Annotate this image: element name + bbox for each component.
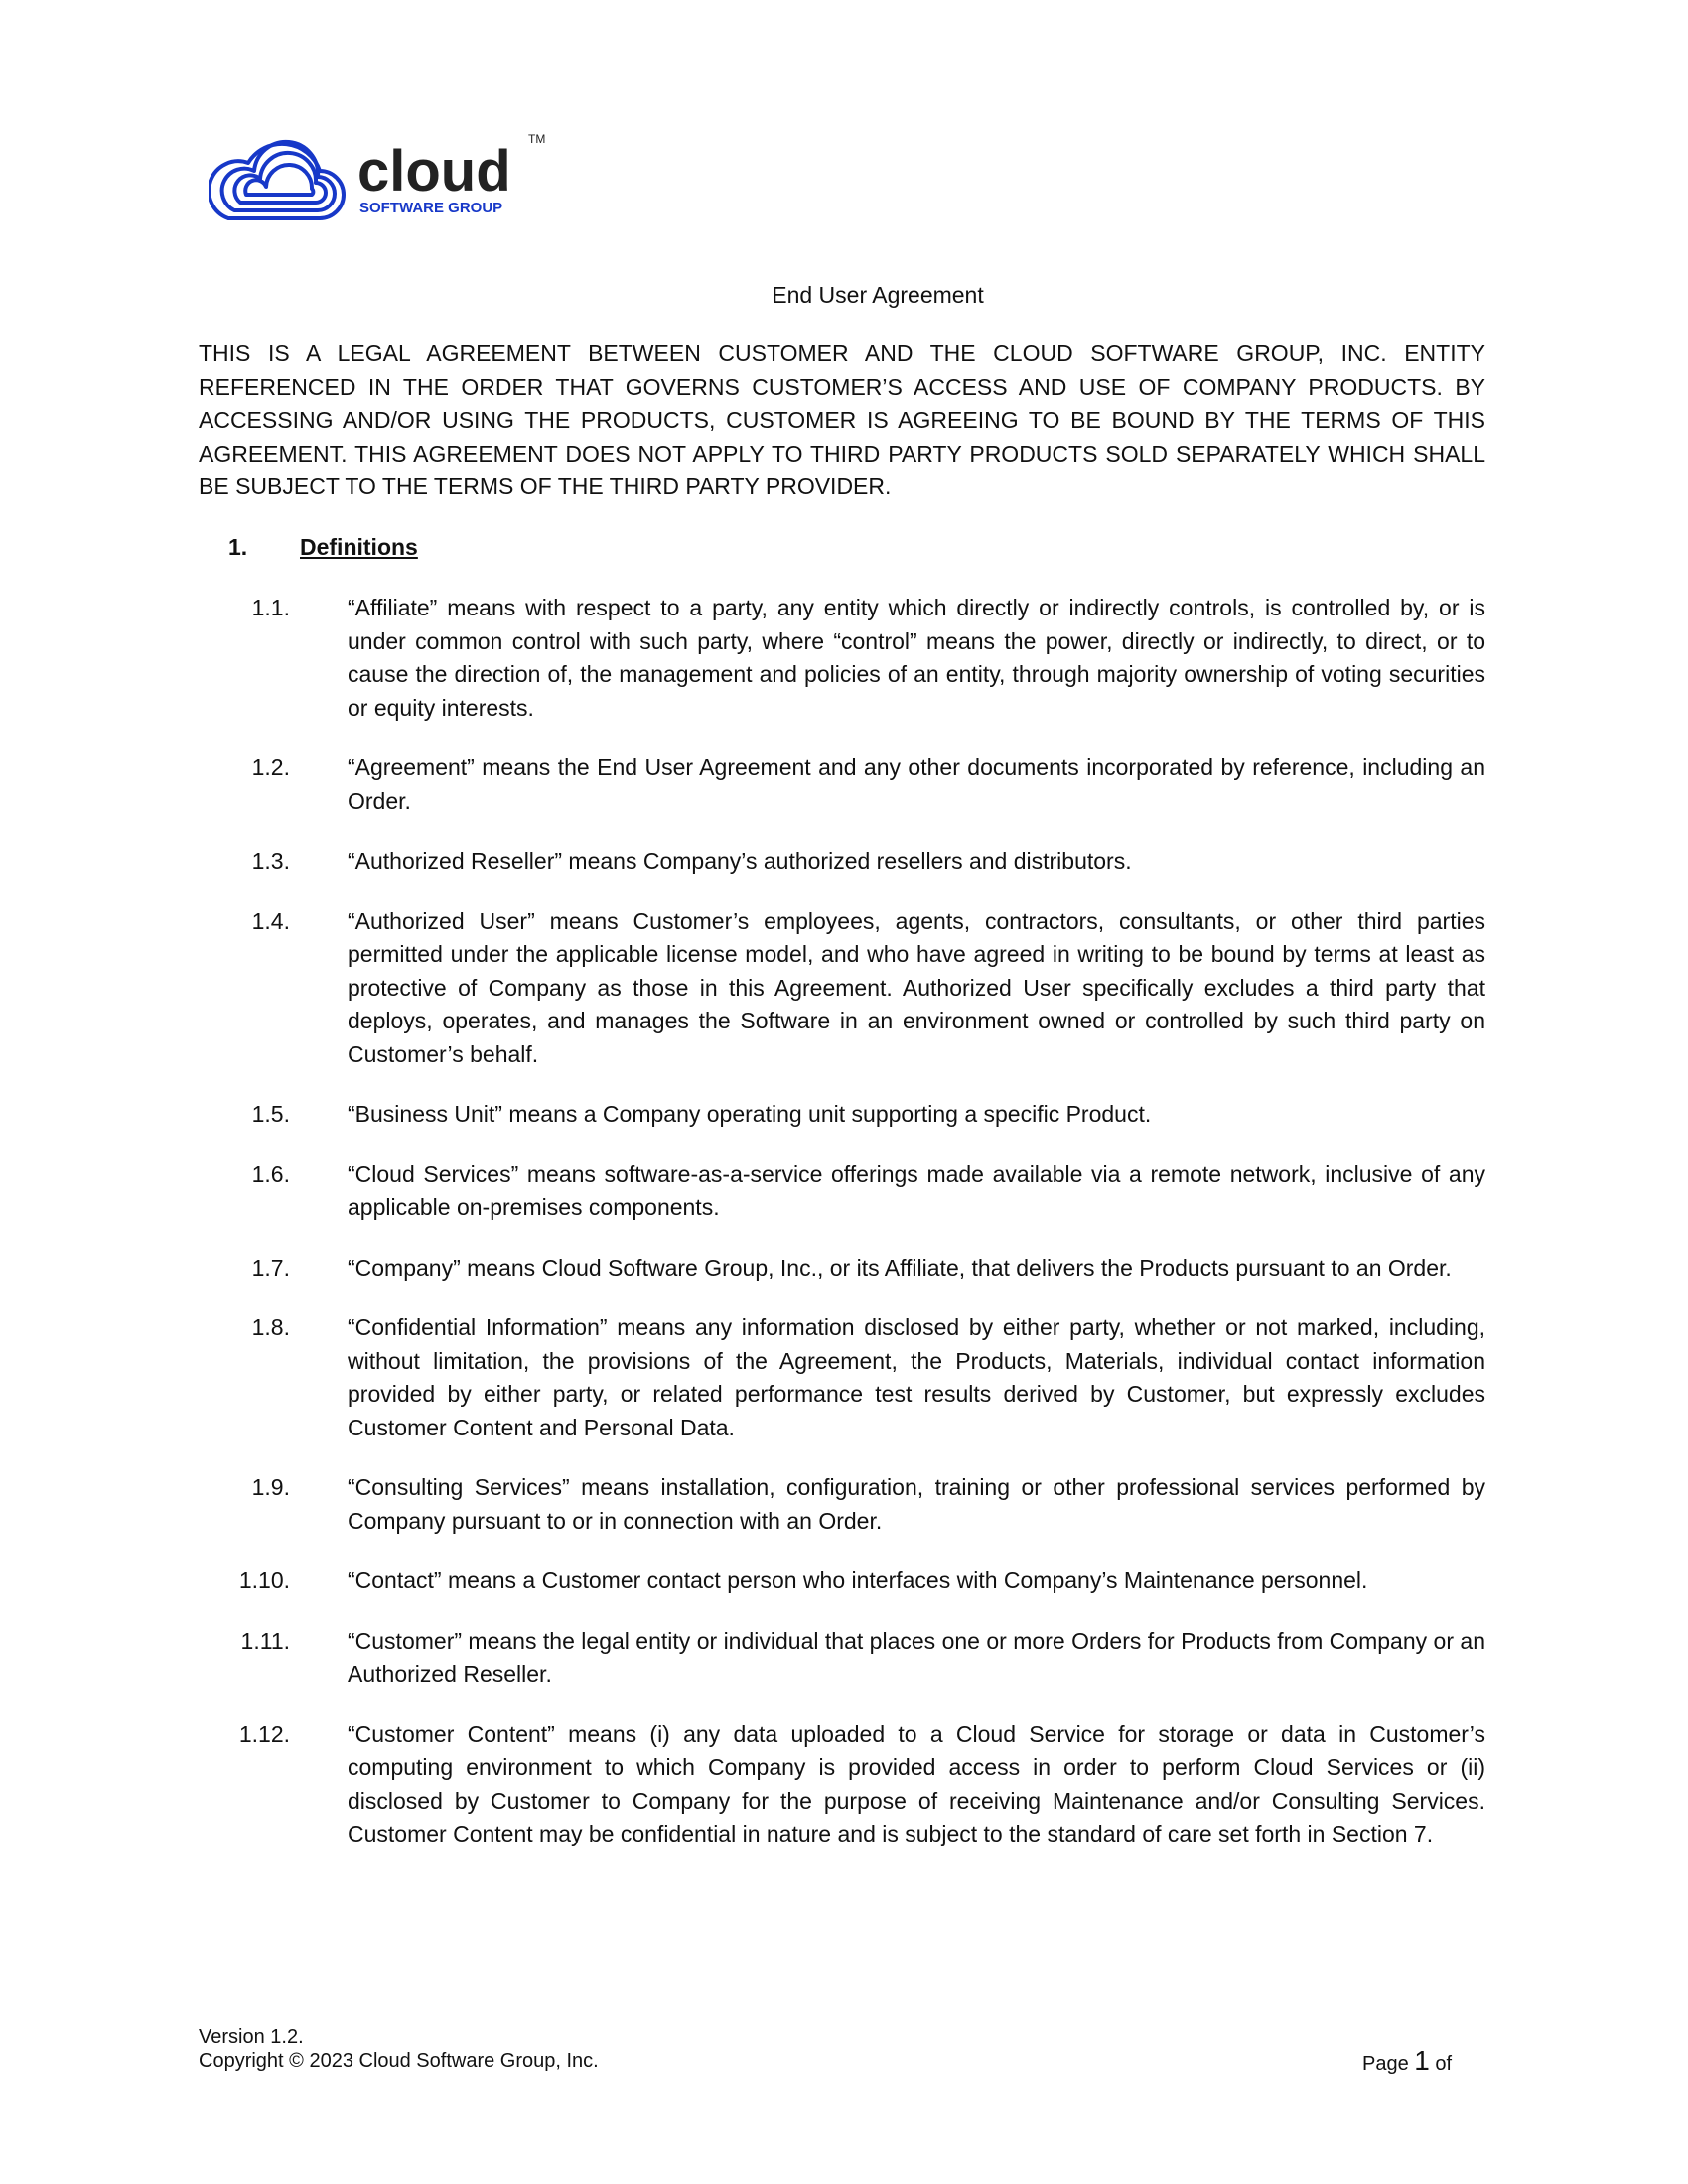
definition-text: “Confidential Information” means any information disclosed by either party, whether or not marked, including, without limitation, the provisions of the Agreement, the Products, Materials, individual contact information provided by either party, or related performance test results derived by Customer, but expressly excludes Customer Content and Personal Data. (348, 1314, 1485, 1440)
definition-number: 1.1. (251, 595, 290, 620)
cloud-logo-icon (209, 121, 546, 230)
definition-item (199, 1471, 1485, 1538)
definition-number: 1.2. (251, 754, 290, 780)
version-text: Version 1.2. (199, 2026, 304, 2048)
definition-item (199, 592, 1485, 725)
copyright-text: Copyright © 2023 Cloud Software Group, Inc. (199, 2050, 599, 2072)
definition-number: 1.12. (238, 1720, 290, 1747)
definition-text: “Contact” means a Customer contact person who interfaces with Company’s Maintenance personnel. (348, 1568, 1368, 1593)
definition-number: 1.4. (251, 907, 290, 934)
page-number (1362, 2045, 1452, 2077)
document-title: End User Agreement (772, 282, 984, 308)
definition-number: 1.3. (251, 848, 290, 874)
definition-number: 1.8. (251, 1314, 290, 1340)
section-title: Definitions (300, 534, 418, 560)
definition-text: “Customer Content” means (i) any data uploaded to a Cloud Service for storage or data in Customer’s computing environment to which Company is provided access in order to perform Cloud Services or (ii) disclosed by Customer to Company for the purpose of receiving Maintenance and/or Consulting Services. Customer Content may be confidential in nature and is subject to the standard of care set forth in Section 7. (348, 1720, 1485, 1846)
logo-tagline: SOFTWARE GROUP (359, 200, 503, 216)
definition-item (199, 845, 1485, 879)
page-footer (199, 2025, 599, 2073)
definition-text: “Company” means Cloud Software Group, Inc., or its Affiliate, that delivers the Products pursuant to an Order. (348, 1254, 1452, 1281)
definition-text: “Cloud Services” means software-as-a-service offerings made available via a remote network, inclusive of any applicable on-premises components. (348, 1160, 1485, 1220)
definition-text: “Agreement” means the End User Agreement and any other documents incorporated by reference, including an Order. (348, 754, 1485, 814)
definition-number: 1.10. (238, 1568, 290, 1593)
definition-text: “Affiliate” means with respect to a party, any entity which directly or indirectly controls, is controlled by, or is under common control with such party, where “control” means the power, directly or indirectly, to direct, or to cause the direction of, the management and policies of an entity, through majority ownership of voting securities or equity interests. (348, 595, 1485, 721)
page-number-value: 1 (1414, 2045, 1430, 2076)
definition-number: 1.9. (251, 1474, 290, 1500)
company-logo (209, 121, 546, 230)
definition-number: 1.7. (251, 1254, 290, 1281)
definition-text: “Authorized Reseller” means Company’s authorized resellers and distributors. (348, 848, 1132, 874)
definition-number: 1.11. (240, 1627, 290, 1654)
logo-wordmark: cloud (357, 139, 511, 204)
page-label: Page (1362, 2053, 1409, 2075)
definition-item (199, 905, 1485, 1072)
definition-number: 1.6. (251, 1160, 290, 1187)
definition-item (199, 1311, 1485, 1444)
definition-item (199, 1098, 1485, 1132)
definition-item (199, 1625, 1485, 1692)
definition-text: “Consulting Services” means installation, configuration, training or other professional services performed by Company pursuant to or in connection with an Order. (348, 1474, 1485, 1534)
definition-number: 1.5. (251, 1101, 290, 1127)
section-heading (228, 532, 418, 562)
definition-text: “Business Unit” means a Company operating unit supporting a specific Product. (348, 1101, 1152, 1127)
definition-item (199, 1565, 1485, 1598)
definition-text: “Customer” means the legal entity or individual that places one or more Orders for Products from Company or an Authorized Reseller. (348, 1627, 1485, 1687)
definition-text: “Authorized User” means Customer’s employees, agents, contractors, consultants, or other third parties permitted under the applicable license model, and who have agreed in writing to be bound by terms at least as protective of Company as those in this Agreement. Authorized User specifically excludes a third party that deploys, operates, and manages the Software in an environment owned or controlled by such third party on Customer’s behalf. (348, 907, 1485, 1067)
definition-item (199, 1252, 1485, 1286)
definitions-list (199, 592, 1485, 1878)
intro-paragraph: THIS IS A LEGAL AGREEMENT BETWEEN CUSTOMER AND THE CLOUD SOFTWARE GROUP, INC. ENTITY REFERENCED IN THE ORDER THAT GOVERNS CUSTOMER’S ACCESS AND USE OF COMPANY PRODUCTS. BY ACCESSING AND/OR USING THE PRODUCTS, CUSTOMER IS AGREEING TO BE BOUND BY THE TERMS OF THIS AGREEMENT. THIS AGREEMENT DOES NOT APPLY TO THIRD PARTY PRODUCTS SOLD SEPARATELY WHICH SHALL BE SUBJECT TO THE TERMS OF THE THIRD PARTY PROVIDER. (199, 341, 1485, 499)
logo-trademark: TM (528, 132, 546, 146)
definition-item (199, 751, 1485, 818)
definition-item (199, 1159, 1485, 1225)
page-of-label: of (1435, 2053, 1453, 2075)
section-number: 1. (228, 534, 248, 560)
definition-item (199, 1718, 1485, 1851)
